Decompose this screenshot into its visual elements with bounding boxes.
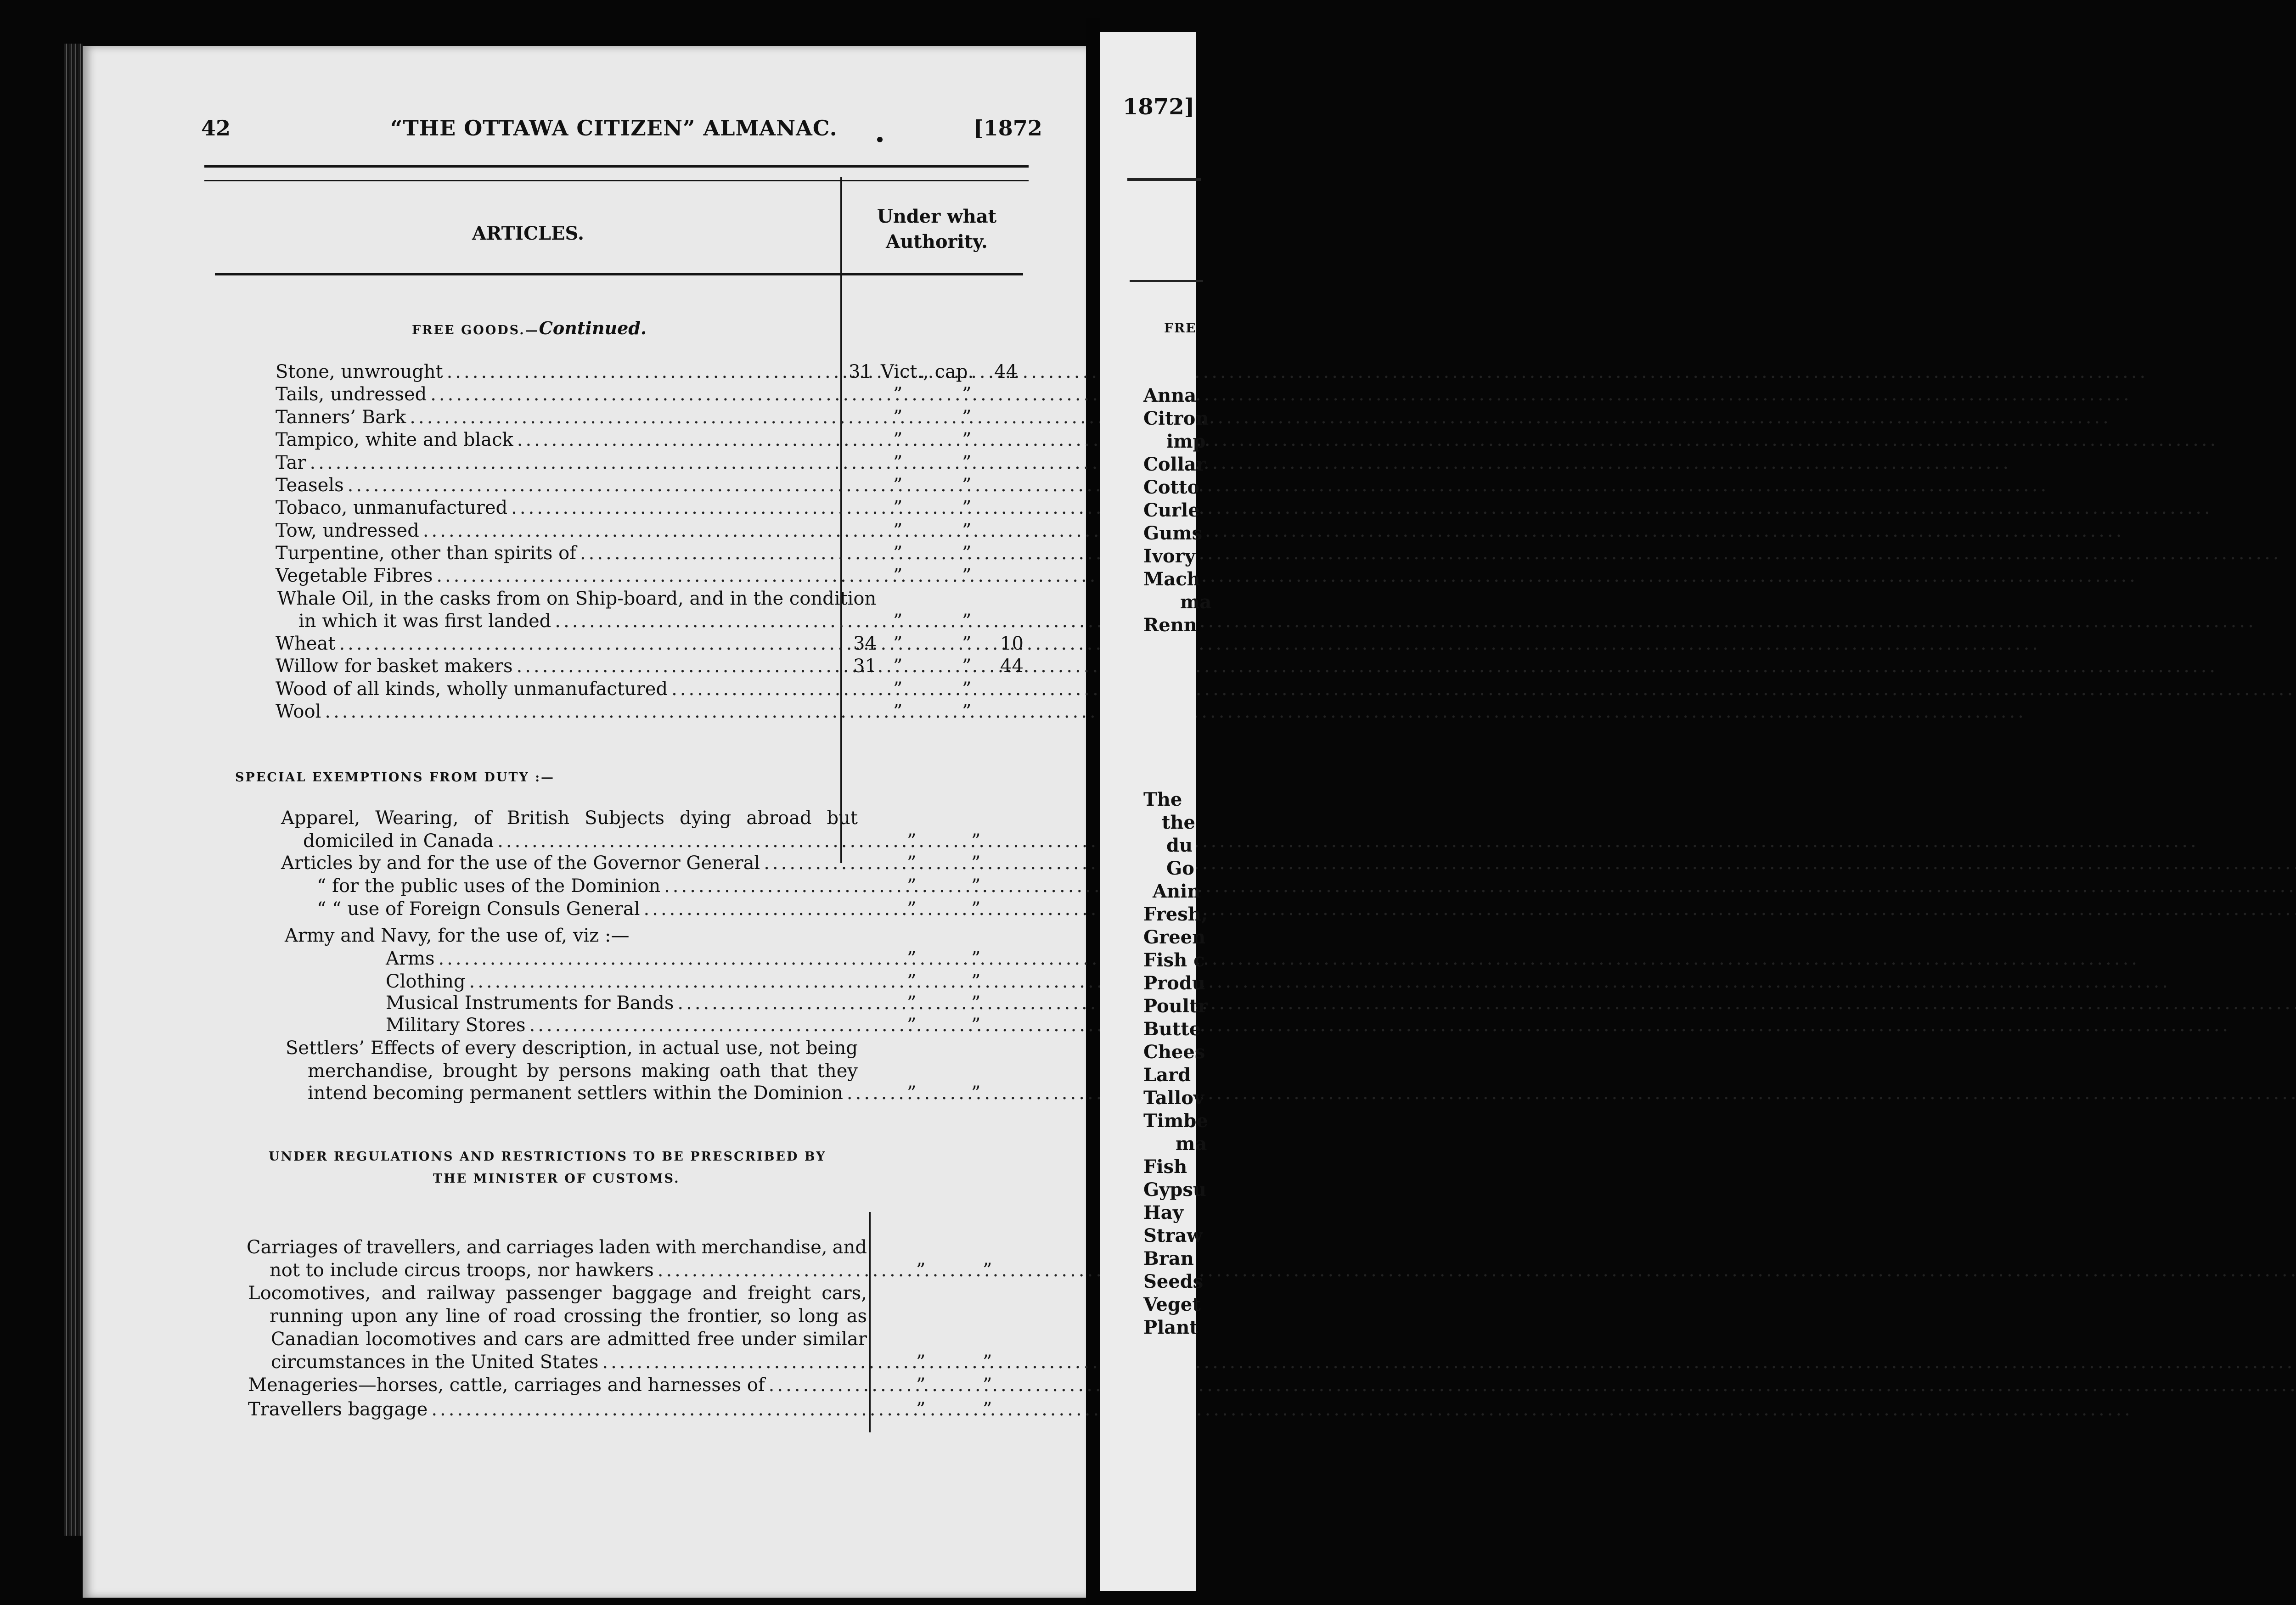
header-rule-top — [204, 165, 1029, 168]
authority-cell: ” — [962, 429, 972, 450]
authority-cell: 10 — [1000, 633, 1024, 654]
entry-row — [303, 830, 856, 853]
authority-cell: ” — [962, 497, 972, 518]
dot-leader — [517, 428, 2219, 451]
word: similar — [803, 1329, 867, 1350]
authority-cell: ” — [971, 948, 981, 969]
facing-page-line: imp — [1166, 431, 1206, 452]
entry-row — [276, 496, 847, 519]
entry-text: Arms — [386, 948, 435, 969]
entry-row — [281, 852, 856, 875]
word: oath — [719, 1061, 761, 1082]
entry-row — [276, 383, 847, 406]
word: cars, — [822, 1283, 867, 1304]
dot-leader — [529, 1014, 2231, 1037]
dot-leader — [431, 1398, 2133, 1421]
facing-page-line: du — [1166, 835, 1193, 856]
authority-cell: 34 — [853, 633, 877, 654]
dot-leader — [555, 610, 2257, 633]
facing-page-line: Chees — [1143, 1041, 1205, 1063]
authority-cell: ” — [916, 1375, 926, 1396]
authority-cell: ” — [971, 853, 981, 874]
authority-cell: ” — [907, 1015, 917, 1036]
word: of — [343, 1237, 361, 1258]
authority-cell: ” — [893, 656, 903, 677]
entry-row — [270, 1259, 872, 1282]
authority-cell: ” — [907, 948, 917, 969]
entry-text: Military Stores — [386, 1015, 526, 1036]
page-number: 42 — [201, 116, 231, 140]
authority-cell: ” — [893, 611, 903, 632]
word: that — [770, 1061, 808, 1082]
entry-text: Tampico, white and black — [276, 429, 513, 450]
word: carriages — [506, 1237, 594, 1258]
entry-row — [276, 564, 847, 587]
authority-cell: ” — [893, 497, 903, 518]
authority-cell: Vict., cap. — [881, 361, 974, 382]
word: railway — [427, 1283, 495, 1304]
authority-cell: 31 — [853, 656, 877, 677]
authority-cell: ” — [893, 543, 903, 564]
word: line — [445, 1306, 480, 1327]
facing-page-line: Anin — [1153, 881, 1201, 902]
facing-page-line: Lard — [1143, 1064, 1191, 1086]
dot-leader — [469, 970, 2171, 993]
dot-leader — [580, 542, 2282, 565]
facing-page-line: Anna — [1143, 385, 1197, 406]
entry-row — [271, 1351, 872, 1374]
facing-page-edge — [1100, 32, 1212, 1591]
page-title: “THE OTTAWA CITIZEN” ALMANAC. — [390, 116, 838, 140]
word: Apparel, — [281, 808, 360, 829]
dot-leader — [436, 564, 2138, 587]
authority-cell: ” — [893, 520, 903, 541]
entry-text: circumstances in the United States — [271, 1352, 599, 1373]
facing-page-line: Poultr — [1143, 995, 1208, 1017]
word: passenger — [506, 1283, 602, 1304]
entry-text-justified — [247, 1236, 867, 1259]
facing-page-line: Ivory — [1143, 545, 1195, 567]
word: with — [655, 1237, 697, 1258]
entry-text: Tar — [276, 452, 306, 473]
special-exemptions-heading: SPECIAL EXEMPTIONS FROM DUTY :— — [235, 770, 555, 785]
entry-text: Wheat — [276, 633, 336, 654]
authority-cell: ” — [971, 1015, 981, 1036]
authority-cell: ” — [916, 1260, 926, 1281]
word: running — [270, 1306, 343, 1327]
word: and — [832, 1237, 867, 1258]
word: Canadian — [271, 1329, 360, 1350]
authority-cell: ” — [893, 633, 903, 654]
facing-page-line: Mach — [1143, 568, 1200, 590]
facing-page-heading: FRE — [1164, 320, 1197, 336]
authority-cell: ” — [893, 384, 903, 405]
authority-cell: ” — [962, 384, 972, 405]
authority-cell: ” — [893, 565, 903, 586]
dot-leader — [410, 406, 2111, 429]
word: under — [741, 1329, 796, 1350]
authority-cell: ” — [962, 475, 972, 496]
facing-page-line: Fish c — [1143, 949, 1205, 971]
dot-leader — [447, 360, 2149, 383]
word: freight — [748, 1283, 811, 1304]
entry-text-justified — [270, 1305, 867, 1328]
word: being — [805, 1038, 858, 1059]
word: travellers, — [366, 1237, 461, 1258]
entry-row — [308, 1082, 856, 1105]
authority-cell: ” — [971, 875, 981, 897]
authority-cell: 44 — [994, 361, 1018, 382]
word: admitted — [607, 1329, 691, 1350]
facing-page-line: Gypsu — [1143, 1179, 1206, 1201]
facing-page-line: Produ — [1143, 972, 1205, 994]
dot-leader — [430, 383, 2132, 406]
facing-page-line: Veget — [1143, 1294, 1201, 1315]
word: free — [697, 1329, 735, 1350]
facing-page-rule-top — [1127, 178, 1201, 181]
dot-leader — [438, 947, 2140, 970]
authority-cell: ” — [907, 853, 917, 874]
authority-cell: ” — [907, 993, 917, 1014]
entry-text-justified — [286, 1037, 858, 1060]
authority-cell: ” — [907, 831, 917, 852]
word: frontier, — [687, 1306, 763, 1327]
entry-row — [276, 655, 854, 678]
authority-cell: ” — [971, 993, 981, 1014]
dot-leader — [602, 1351, 2296, 1374]
authority-cell: 31 — [849, 361, 872, 382]
entry-text: Wood of all kinds, wholly unmanufactured — [276, 679, 668, 700]
entry-row — [276, 451, 847, 474]
authority-cell: ” — [983, 1375, 992, 1396]
entry-row — [317, 898, 856, 920]
word: as — [846, 1306, 867, 1327]
facing-page-line: Plant — [1143, 1317, 1198, 1338]
word: so — [770, 1306, 791, 1327]
entry-text: domiciled in Canada — [303, 831, 494, 852]
facing-page-line: Seeds — [1143, 1271, 1204, 1292]
word: crossing — [563, 1306, 642, 1327]
authority-cell: ” — [962, 679, 972, 700]
ink-dot — [877, 137, 883, 142]
entry-text: Musical Instruments for Bands — [386, 993, 674, 1014]
dot-leader — [671, 678, 2296, 701]
dot-leader — [769, 1374, 2296, 1397]
authority-cell: ” — [962, 633, 972, 654]
authority-cell: ” — [971, 1083, 981, 1104]
entry-row — [276, 542, 847, 565]
word: and — [466, 1237, 501, 1258]
word: road — [513, 1306, 556, 1327]
entry-text: Willow for basket makers — [276, 656, 513, 677]
word: description, — [522, 1038, 633, 1059]
entry-row — [386, 970, 856, 993]
book-binding-edge — [64, 44, 83, 1536]
entry-text: “ “ use of Foreign Consuls General — [317, 898, 640, 920]
entry-text: Stone, unwrought — [276, 361, 443, 382]
entry-text: Travellers baggage — [248, 1399, 428, 1420]
authority-cell: ” — [893, 407, 903, 428]
entry-text-justified — [271, 1328, 867, 1351]
facing-page-line: Fresh, — [1143, 904, 1208, 925]
word: abroad — [746, 808, 812, 829]
entry-text: Tow, undressed — [276, 520, 419, 541]
facing-page-line: ma — [1176, 1133, 1207, 1155]
facing-page-line: Renn — [1143, 614, 1197, 636]
table-header-rule — [215, 273, 1023, 275]
entry-row — [276, 678, 854, 701]
entry-row — [317, 875, 856, 898]
word: by — [527, 1061, 549, 1082]
entry-text: Articles by and for the use of the Governor General — [281, 853, 760, 874]
entry-text: Tobaco, unmanufactured — [276, 497, 508, 518]
word: actual — [662, 1038, 720, 1059]
word: are — [570, 1329, 601, 1350]
authority-cell: ” — [971, 971, 981, 992]
entry-text: not to include circus troops, nor hawkers — [270, 1260, 654, 1281]
facing-page-rule-bottom — [1130, 280, 1203, 282]
dot-leader — [677, 992, 2296, 1015]
authority-cell: ” — [962, 701, 972, 722]
facing-page-year: 1872] — [1123, 94, 1195, 120]
regulations-heading-1: UNDER REGULATIONS AND RESTRICTIONS TO BE PRESCRIBED BY — [269, 1150, 827, 1164]
page-year: [1872 — [974, 116, 1042, 140]
word: of — [473, 808, 492, 829]
entry-text: Turpentine, other than spirits of — [276, 543, 576, 564]
facing-page-line: Citron — [1143, 408, 1209, 429]
dot-leader — [658, 1259, 2296, 1282]
authority-cell: ” — [983, 1260, 992, 1281]
entry-row — [386, 992, 856, 1015]
entry-row — [248, 1398, 872, 1421]
entry-text: Clothing — [386, 971, 466, 992]
word: cars — [524, 1329, 564, 1350]
regulations-heading-2: THE MINISTER OF CUSTOMS. — [433, 1172, 680, 1186]
entry-text: Menageries—horses, cattle, carriages and harnesses of — [248, 1375, 765, 1396]
entry-text: Tails, undressed — [276, 384, 427, 405]
dot-leader — [511, 496, 2213, 519]
facing-page-line: Hay — [1143, 1202, 1183, 1223]
authority-cell: ” — [893, 701, 903, 722]
word: upon — [351, 1306, 398, 1327]
word: baggage — [612, 1283, 692, 1304]
authority-cell: ” — [962, 565, 972, 586]
entry-text-justified — [308, 1060, 858, 1083]
entry-text: Wool — [276, 701, 321, 722]
entry-text: Tanners’ Bark — [276, 407, 406, 428]
authority-cell: ” — [962, 656, 972, 677]
authority-cell: ” — [893, 679, 903, 700]
entry-text-justified — [248, 1282, 867, 1305]
facing-page-line: the — [1162, 812, 1196, 833]
facing-page-line: ma — [1180, 591, 1212, 613]
free-goods-heading-text: FREE GOODS.— — [412, 323, 539, 337]
facing-page-line: Gums — [1143, 522, 1203, 544]
facing-page-line: Fish — [1143, 1156, 1187, 1178]
word: and — [702, 1283, 737, 1304]
word: and — [381, 1283, 416, 1304]
word: long — [798, 1306, 839, 1327]
word: every — [465, 1038, 516, 1059]
word: British — [506, 808, 570, 829]
word: dying — [680, 808, 732, 829]
facing-page-line: Straw — [1143, 1225, 1203, 1246]
entry-row — [248, 1374, 872, 1397]
word: but — [827, 808, 858, 829]
dot-leader — [764, 852, 2296, 875]
word: use, — [726, 1038, 764, 1059]
authority-cell: ” — [893, 452, 903, 473]
word: any — [405, 1306, 439, 1327]
entry-text: Vegetable Fibres — [276, 565, 433, 586]
word: Locomotives, — [248, 1283, 371, 1304]
authority-cell: ” — [907, 875, 917, 897]
word: locomotives — [366, 1329, 477, 1350]
authority-cell: ” — [983, 1352, 992, 1373]
facing-page-line: Collar — [1143, 454, 1206, 475]
dot-leader — [517, 655, 2218, 678]
free-goods-heading — [412, 318, 647, 338]
word: Wearing, — [375, 808, 459, 829]
entry-row — [276, 700, 854, 723]
facing-page-line: Bran — [1143, 1248, 1194, 1269]
authority-cell: ” — [907, 1083, 917, 1104]
entry-text: “ for the public uses of the Dominion — [317, 875, 661, 897]
authority-cell: ” — [962, 611, 972, 632]
entry-row — [276, 519, 847, 542]
word: brought — [443, 1061, 518, 1082]
entry-text: Army and Navy, for the use of, viz :— — [285, 925, 630, 946]
free-goods-heading-continued: Continued. — [539, 318, 647, 338]
entry-row — [386, 947, 856, 970]
authority-cell: ” — [916, 1352, 926, 1373]
word: Subjects — [585, 808, 664, 829]
word: and — [483, 1329, 518, 1350]
entry-row — [276, 428, 847, 451]
articles-heading: ARTICLES. — [472, 223, 584, 244]
authority-cell: ” — [971, 898, 981, 920]
word: laden — [599, 1237, 651, 1258]
entry-text-justified — [281, 807, 858, 830]
entry-text: in which it was first landed — [298, 611, 551, 632]
dot-leader — [423, 519, 2125, 542]
authority-cell: ” — [971, 831, 981, 852]
authority-cell: ” — [907, 971, 917, 992]
word: in — [638, 1038, 657, 1059]
authority-heading-2: Authority. — [886, 231, 988, 253]
entry-row — [276, 474, 847, 497]
authority-cell: ” — [962, 543, 972, 564]
facing-page-line: Curle — [1143, 499, 1200, 521]
word: of — [488, 1306, 506, 1327]
word: persons — [558, 1061, 632, 1082]
word: they — [817, 1061, 858, 1082]
facing-page-line: Cotto — [1143, 477, 1200, 498]
word: the — [649, 1306, 680, 1327]
entry-row — [276, 632, 854, 655]
authority-heading-1: Under what — [877, 206, 997, 227]
header-rule-bottom — [204, 180, 1029, 181]
dot-leader — [644, 898, 2296, 920]
authority-cell: ” — [962, 452, 972, 473]
facing-page-line: Timbe — [1143, 1110, 1208, 1132]
facing-page-line: Green — [1143, 926, 1206, 948]
authority-cell: ” — [962, 407, 972, 428]
entry-text: Whale Oil, in the casks from on Ship-board, and in the condition — [277, 588, 877, 609]
facing-page-line: The — [1143, 789, 1182, 810]
word: Carriages — [247, 1237, 338, 1258]
authority-cell: ” — [916, 1399, 926, 1420]
entry-row — [276, 360, 847, 383]
entry-row — [386, 1014, 856, 1037]
facing-page-line: Tallov — [1143, 1087, 1204, 1109]
authority-cell: ” — [907, 898, 917, 920]
word: not — [769, 1038, 800, 1059]
facing-page-line: Butte — [1143, 1018, 1201, 1040]
facing-page-line: Go — [1166, 858, 1194, 879]
authority-cell: ” — [962, 520, 972, 541]
authority-cell: ” — [893, 475, 903, 496]
entry-row — [276, 406, 847, 429]
dot-leader — [497, 830, 2199, 853]
authority-cell: 44 — [1000, 656, 1024, 677]
entry-text: intend becoming permanent settlers within the Dominion — [308, 1083, 843, 1104]
word: Settlers’ — [286, 1038, 365, 1059]
word: Effects — [371, 1038, 435, 1059]
word: merchandise, — [308, 1061, 433, 1082]
dot-leader — [847, 1082, 2296, 1105]
entry-text: Teasels — [276, 475, 344, 496]
entry-row — [298, 610, 847, 633]
word: making — [641, 1061, 710, 1082]
word: merchandise, — [701, 1237, 827, 1258]
authority-cell: ” — [983, 1399, 992, 1420]
authority-cell: ” — [893, 429, 903, 450]
word: of — [441, 1038, 459, 1059]
